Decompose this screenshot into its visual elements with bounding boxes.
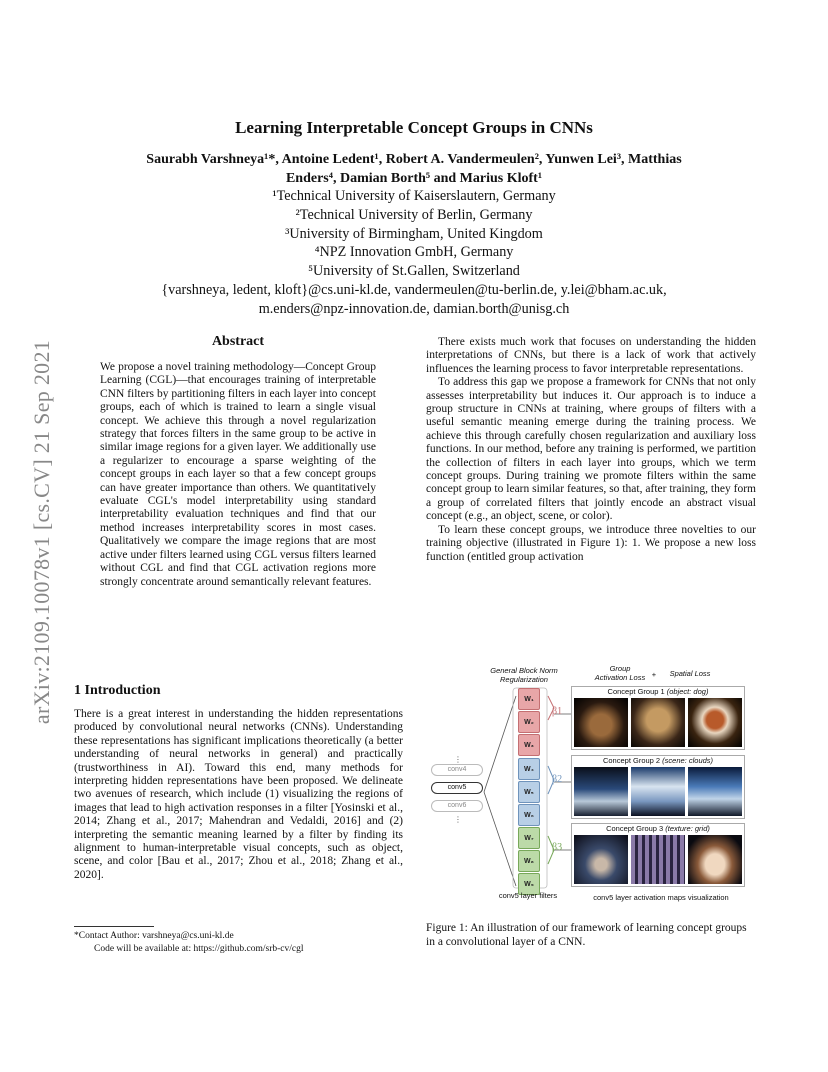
concept-group-1-panel <box>571 686 745 750</box>
authors-line-2: Enders⁴, Damian Borth⁵ and Marius Kloft¹ <box>285 171 543 186</box>
footnote <box>74 930 303 955</box>
plus-sign: + <box>651 670 657 679</box>
conv6-label: conv6 <box>431 800 483 812</box>
figure-1 <box>426 660 758 912</box>
email-line: m.enders@npz-innovation.de, damian.borth@unisg.ch <box>258 300 570 317</box>
svg-text:⋮: ⋮ <box>454 815 462 824</box>
spatial-loss-label: Spatial Loss <box>669 669 711 678</box>
filter-w6: W₆ <box>518 804 540 826</box>
affiliation: ⁴NPZ Innovation GmbH, Germany <box>314 244 514 261</box>
filter-w4: W₄ <box>518 758 540 780</box>
concept-group-1-title: Concept Group 1 (object: dog) <box>607 687 709 696</box>
footnote-code: Code will be available at: https://github.com/srb-cv/cgl <box>94 943 304 954</box>
clouds-activation-1 <box>574 767 628 816</box>
right-paragraph-1: There exists much work that focuses on understanding the hidden interpretations of CNNs, but there is a lack of work that actively influences the learning process to favor interpretable representations. <box>426 336 756 375</box>
conv5-filters-label: conv5 layer filters <box>498 891 558 900</box>
introduction-text <box>74 708 403 882</box>
clouds-activation-2 <box>631 767 685 816</box>
authors-line-1: Saurabh Varshneya¹*, Antoine Ledent¹, Robert A. Vandermeulen², Yunwen Lei³, Matthias <box>146 152 682 167</box>
dog-activation-2 <box>631 698 685 747</box>
concept-group-3-title: Concept Group 3 (texture: grid) <box>606 824 710 833</box>
dog-activation-1 <box>574 698 628 747</box>
filter-w5: W₅ <box>518 781 540 803</box>
right-column-text <box>426 336 756 564</box>
abstract-heading: Abstract <box>211 334 265 349</box>
authors <box>80 150 748 188</box>
footnote-rule <box>74 926 154 927</box>
abstract-text <box>100 361 376 589</box>
grid-activation-2 <box>631 835 685 884</box>
beta-3: β3 <box>552 842 563 853</box>
intro-paragraph: There is a great interest in understanding the hidden representations produced by convolutional neural networks (CNNs). Understanding these representations has significant implications theoretically (a better understanding of neural networks in general) and practically (trustworthiness in AI). Toward this end, many methods for interpreting hidden representations have been proposed. We delineate two avenues of research, which include (1) visualizing the regions of images that lead to high activation responses in a filter [Yosinski et al., 2014; Zhang et al., 2017; Mahendran and Vedaldi, 2016] and (2) interpreting the semantic meaning learned by a filter by finding its alignment to human-interpretable visual concepts, such as object, scene, and color [Bau et al., 2017; Zhou et al., 2018; Zhang et al., 2020]. <box>74 708 403 881</box>
introduction-heading: 1 Introduction <box>74 683 161 698</box>
svg-text:⋮: ⋮ <box>454 755 462 764</box>
activation-maps-label: conv5 layer activation maps visualization <box>593 893 729 902</box>
conv5-label: conv5 <box>431 782 483 794</box>
arxiv-id: arXiv:2109.10078v1 [cs.CV] 21 Sep 2021 <box>29 339 54 725</box>
conv4-label: conv4 <box>431 764 483 776</box>
grid-activation-1 <box>574 835 628 884</box>
beta-1: β1 <box>552 706 563 717</box>
beta-2: β2 <box>552 774 563 785</box>
affiliations <box>80 187 748 319</box>
clouds-activation-3 <box>688 767 742 816</box>
filter-w9: W₉ <box>518 873 540 895</box>
affiliation: ³University of Birmingham, United Kingdom <box>285 225 543 242</box>
concept-group-2-panel <box>571 755 745 819</box>
block-norm-label: General Block Norm Regularization <box>490 666 558 684</box>
paper-title: Learning Interpretable Concept Groups in CNNs <box>235 118 593 137</box>
abstract-paragraph: We propose a novel training methodology—Concept Group Learning (CGL)—that encourages training of interpretable CNN filters by partitioning filters in each layer into concept groups, each of which is trained to learn a single visual concept. We achieve this through a novel regularization strategy that forces filters in the same group to be active in similar image regions for a given layer. We additionally use a regularizer to encourage a sparse weighting of the concept groups in each layer so that a few concept groups can have greater importance than others. We quantitatively evaluate CGL's model interpretability using standard interpretability evaluation techniques and find that our method increases interpretability scores in most cases. Qualitatively we compare the image regions that are most active under filters learned using CGL versus filters learned without CGL and find that CGL activation regions more strongly concentrate around semantically relevant features. <box>100 361 376 588</box>
figure-1-caption: Figure 1: An illustration of our framework of learning concept groups in a convolutional layer of a CNN. <box>426 922 747 948</box>
affiliation: ⁵University of St.Gallen, Switzerland <box>308 263 520 280</box>
filter-w3: W₃ <box>518 734 540 756</box>
filter-w7: W₇ <box>518 827 540 849</box>
filter-w8: W₈ <box>518 850 540 872</box>
email-line: {varshneya, ledent, kloft}@cs.uni-kl.de, vandermeulen@tu-berlin.de, y.lei@bham.ac.uk, <box>161 281 667 298</box>
filter-w2: W₂ <box>518 711 540 733</box>
filter-w1: W₁ <box>518 688 540 710</box>
arxiv-sidebar <box>22 292 62 772</box>
right-paragraph-2: To address this gap we propose a framework for CNNs that not only assesses interpretability but induces it. Our approach is to induce a group structure in CNNs at training, where groups of filters with a useful semantic meaning emerge during the training process. We achieve this through carefully chosen regularization and auxiliary loss functions. In our method, before any training is performed, we partition the collection of filters in each layer into groups, which we term concept groups. During training we promote filters within the same concept group to learn similar features, so that, after training, they form a group of correlated filters that jointly encode an abstract visual concept (e.g., an object, scene, or color). <box>426 376 756 523</box>
concept-group-3-panel <box>571 823 745 887</box>
grid-activation-3 <box>688 835 742 884</box>
affiliation: ¹Technical University of Kaiserslautern, Germany <box>272 188 556 204</box>
affiliation: ²Technical University of Berlin, Germany <box>295 206 533 223</box>
footnote-contact: *Contact Author: varshneya@cs.uni-kl.de <box>74 931 234 941</box>
concept-group-2-title: Concept Group 2 (scene: clouds) <box>602 756 714 765</box>
right-paragraph-3: To learn these concept groups, we introduce three novelties to our training objective (illustrated in Figure 1): 1. We propose a new loss function (entitled group activation <box>426 523 756 563</box>
group-activation-label: Group Activation Loss <box>594 664 646 682</box>
dog-activation-3 <box>688 698 742 747</box>
